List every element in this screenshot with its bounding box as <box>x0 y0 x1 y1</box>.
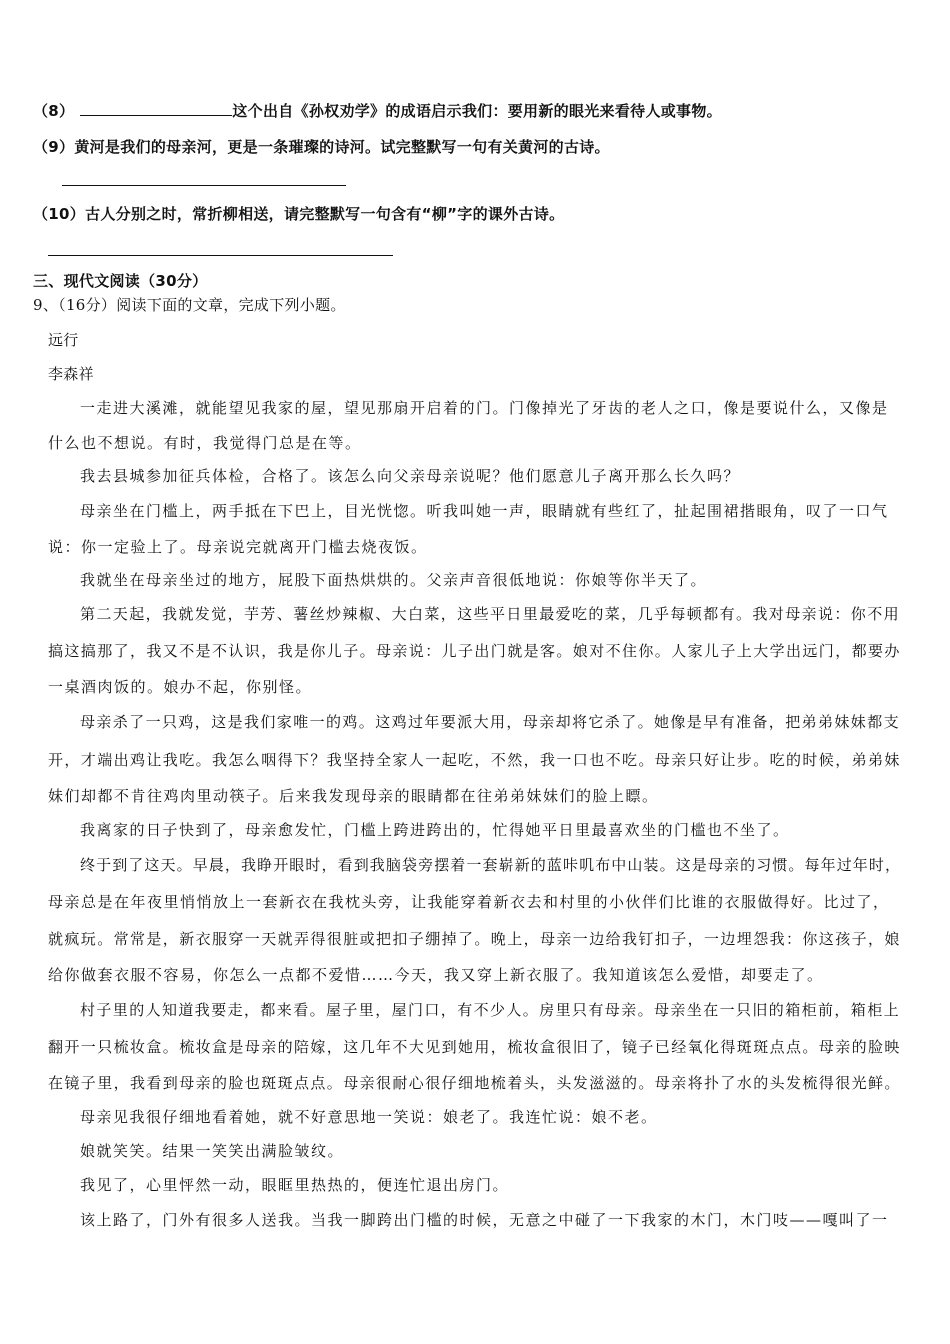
article-author: 李森祥 <box>48 365 94 383</box>
article-line: 一走进大溪滩，就能望见我家的屋，望见那扇开启着的门。门像掉光了牙齿的老人之口，像是要说什么，又像是 <box>80 399 889 417</box>
article-line: 就疯玩。常常是，新衣服穿一天就弄得很脏或把扣子绷掉了。晚上，母亲一边给我钉扣子，一边埋怨我：你这孩子，娘 <box>48 930 901 948</box>
article-line: 母亲杀了一只鸡，这是我们家唯一的鸡。这鸡过年要派大用，母亲却将它杀了。她像是早有准备，把弟弟妹妹都支 <box>80 713 901 731</box>
question-8-text: 这个出自《孙权劝学》的成语启示我们：要用新的眼光来看待人或事物。 <box>232 102 722 120</box>
reading-instruction: 9、（16分）阅读下面的文章，完成下列小题。 <box>33 296 346 314</box>
answer-blank-8[interactable] <box>80 101 232 116</box>
article-line: 我就坐在母亲坐过的地方，屁股下面热烘烘的。父亲声音很低地说：你娘等你半天了。 <box>80 571 708 589</box>
answer-line-10[interactable] <box>48 255 393 256</box>
article-line: 一桌酒肉饭的。娘办不起，你别怪。 <box>48 678 313 696</box>
article-line: 母亲见我很仔细地看着她，就不好意思地一笑说：娘老了。我连忙说：娘不老。 <box>80 1108 658 1126</box>
article-line: 村子里的人知道我要走，都来看。屋子里，屋门口，有不少人。房里只有母亲。母亲坐在一只旧的箱柜前，箱柜上 <box>80 1001 901 1019</box>
question-8 <box>33 101 722 121</box>
question-9: （9）黄河是我们的母亲河，更是一条璀璨的诗河。试完整默写一句有关黄河的古诗。 <box>33 138 610 156</box>
article-line: 妹们却都不肯往鸡肉里动筷子。后来我发现母亲的眼睛都在往弟弟妹妹们的脸上瞟。 <box>48 787 659 805</box>
article-line: 说：你一定验上了。母亲说完就离开门槛去烧夜饭。 <box>48 538 428 556</box>
article-line: 翻开一只梳妆盒。梳妆盒是母亲的陪嫁，这几年不大见到她用，梳妆盒很旧了，镜子已经氧化得斑斑点点。母亲的脸映 <box>48 1038 901 1056</box>
question-10: （10）古人分别之时，常折柳相送，请完整默写一句含有“柳”字的课外古诗。 <box>33 205 565 223</box>
article-line: 终于到了这天。早晨，我睁开眼时，看到我脑袋旁摆着一套崭新的蓝咔叽布中山装。这是母亲的习惯。每年过年时， <box>80 856 902 874</box>
answer-line-9[interactable] <box>62 185 346 186</box>
article-line: 该上路了，门外有很多人送我。当我一脚跨出门槛的时候，无意之中碰了一下我家的木门，木门吱——嘎叫了一 <box>80 1211 889 1229</box>
article-line: 第二天起，我就发觉，芋芳、薯丝炒辣椒、大白菜，这些平日里最爱吃的菜，几乎每顿都有。我对母亲说：你不用 <box>80 605 901 623</box>
article-line: 我去县城参加征兵体检，合格了。该怎么向父亲母亲说呢？他们愿意儿子离开那么长久吗？ <box>80 467 741 485</box>
article-line: 娘就笑笑。结果一笑笑出满脸皱纹。 <box>80 1142 345 1160</box>
article-title: 远行 <box>48 331 79 349</box>
article-line: 在镜子里，我看到母亲的脸也斑斑点点。母亲很耐心很仔细地梳着头，头发滋滋的。母亲将扑了水的头发梳得很光鲜。 <box>48 1074 901 1092</box>
article-line: 搞这搞那了，我又不是不认识，我是你儿子。母亲说：儿子出门就是客。娘对不住你。人家儿子上大学出远门，都要办 <box>48 642 901 660</box>
article-line: 给你做套衣服不容易，你怎么一点都不爱惜……今天，我又穿上新衣服了。我知道该怎么爱惜，却要走了。 <box>48 966 824 984</box>
article-line: 母亲坐在门槛上，两手抵在下巴上，目光恍惚。听我叫她一声，眼睛就有些红了，扯起围裙揩眼角，叹了一口气 <box>80 502 889 520</box>
article-line: 我离家的日子快到了，母亲愈发忙，门槛上跨进跨出的，忙得她平日里最喜欢坐的门槛也不坐了。 <box>80 821 790 839</box>
question-8-number: （8） <box>33 102 75 120</box>
section-heading: 三、现代文阅读（30分） <box>33 272 208 290</box>
article-line: 我见了，心里怦然一动，眼眶里热热的，便连忙退出房门。 <box>80 1176 510 1194</box>
article-line: 什么也不想说。有时，我觉得门总是在等。 <box>48 434 362 452</box>
article-line: 母亲总是在年夜里悄悄放上一套新衣在我枕头旁，让我能穿着新衣去和村里的小伙伴们比谁的衣服做得好。比过了， <box>48 893 890 911</box>
article-line: 开，才端出鸡让我吃。我怎么咽得下？我坚持全家人一起吃，不然，我一口也不吃。母亲只好让步。吃的时候，弟弟妹 <box>48 751 901 769</box>
